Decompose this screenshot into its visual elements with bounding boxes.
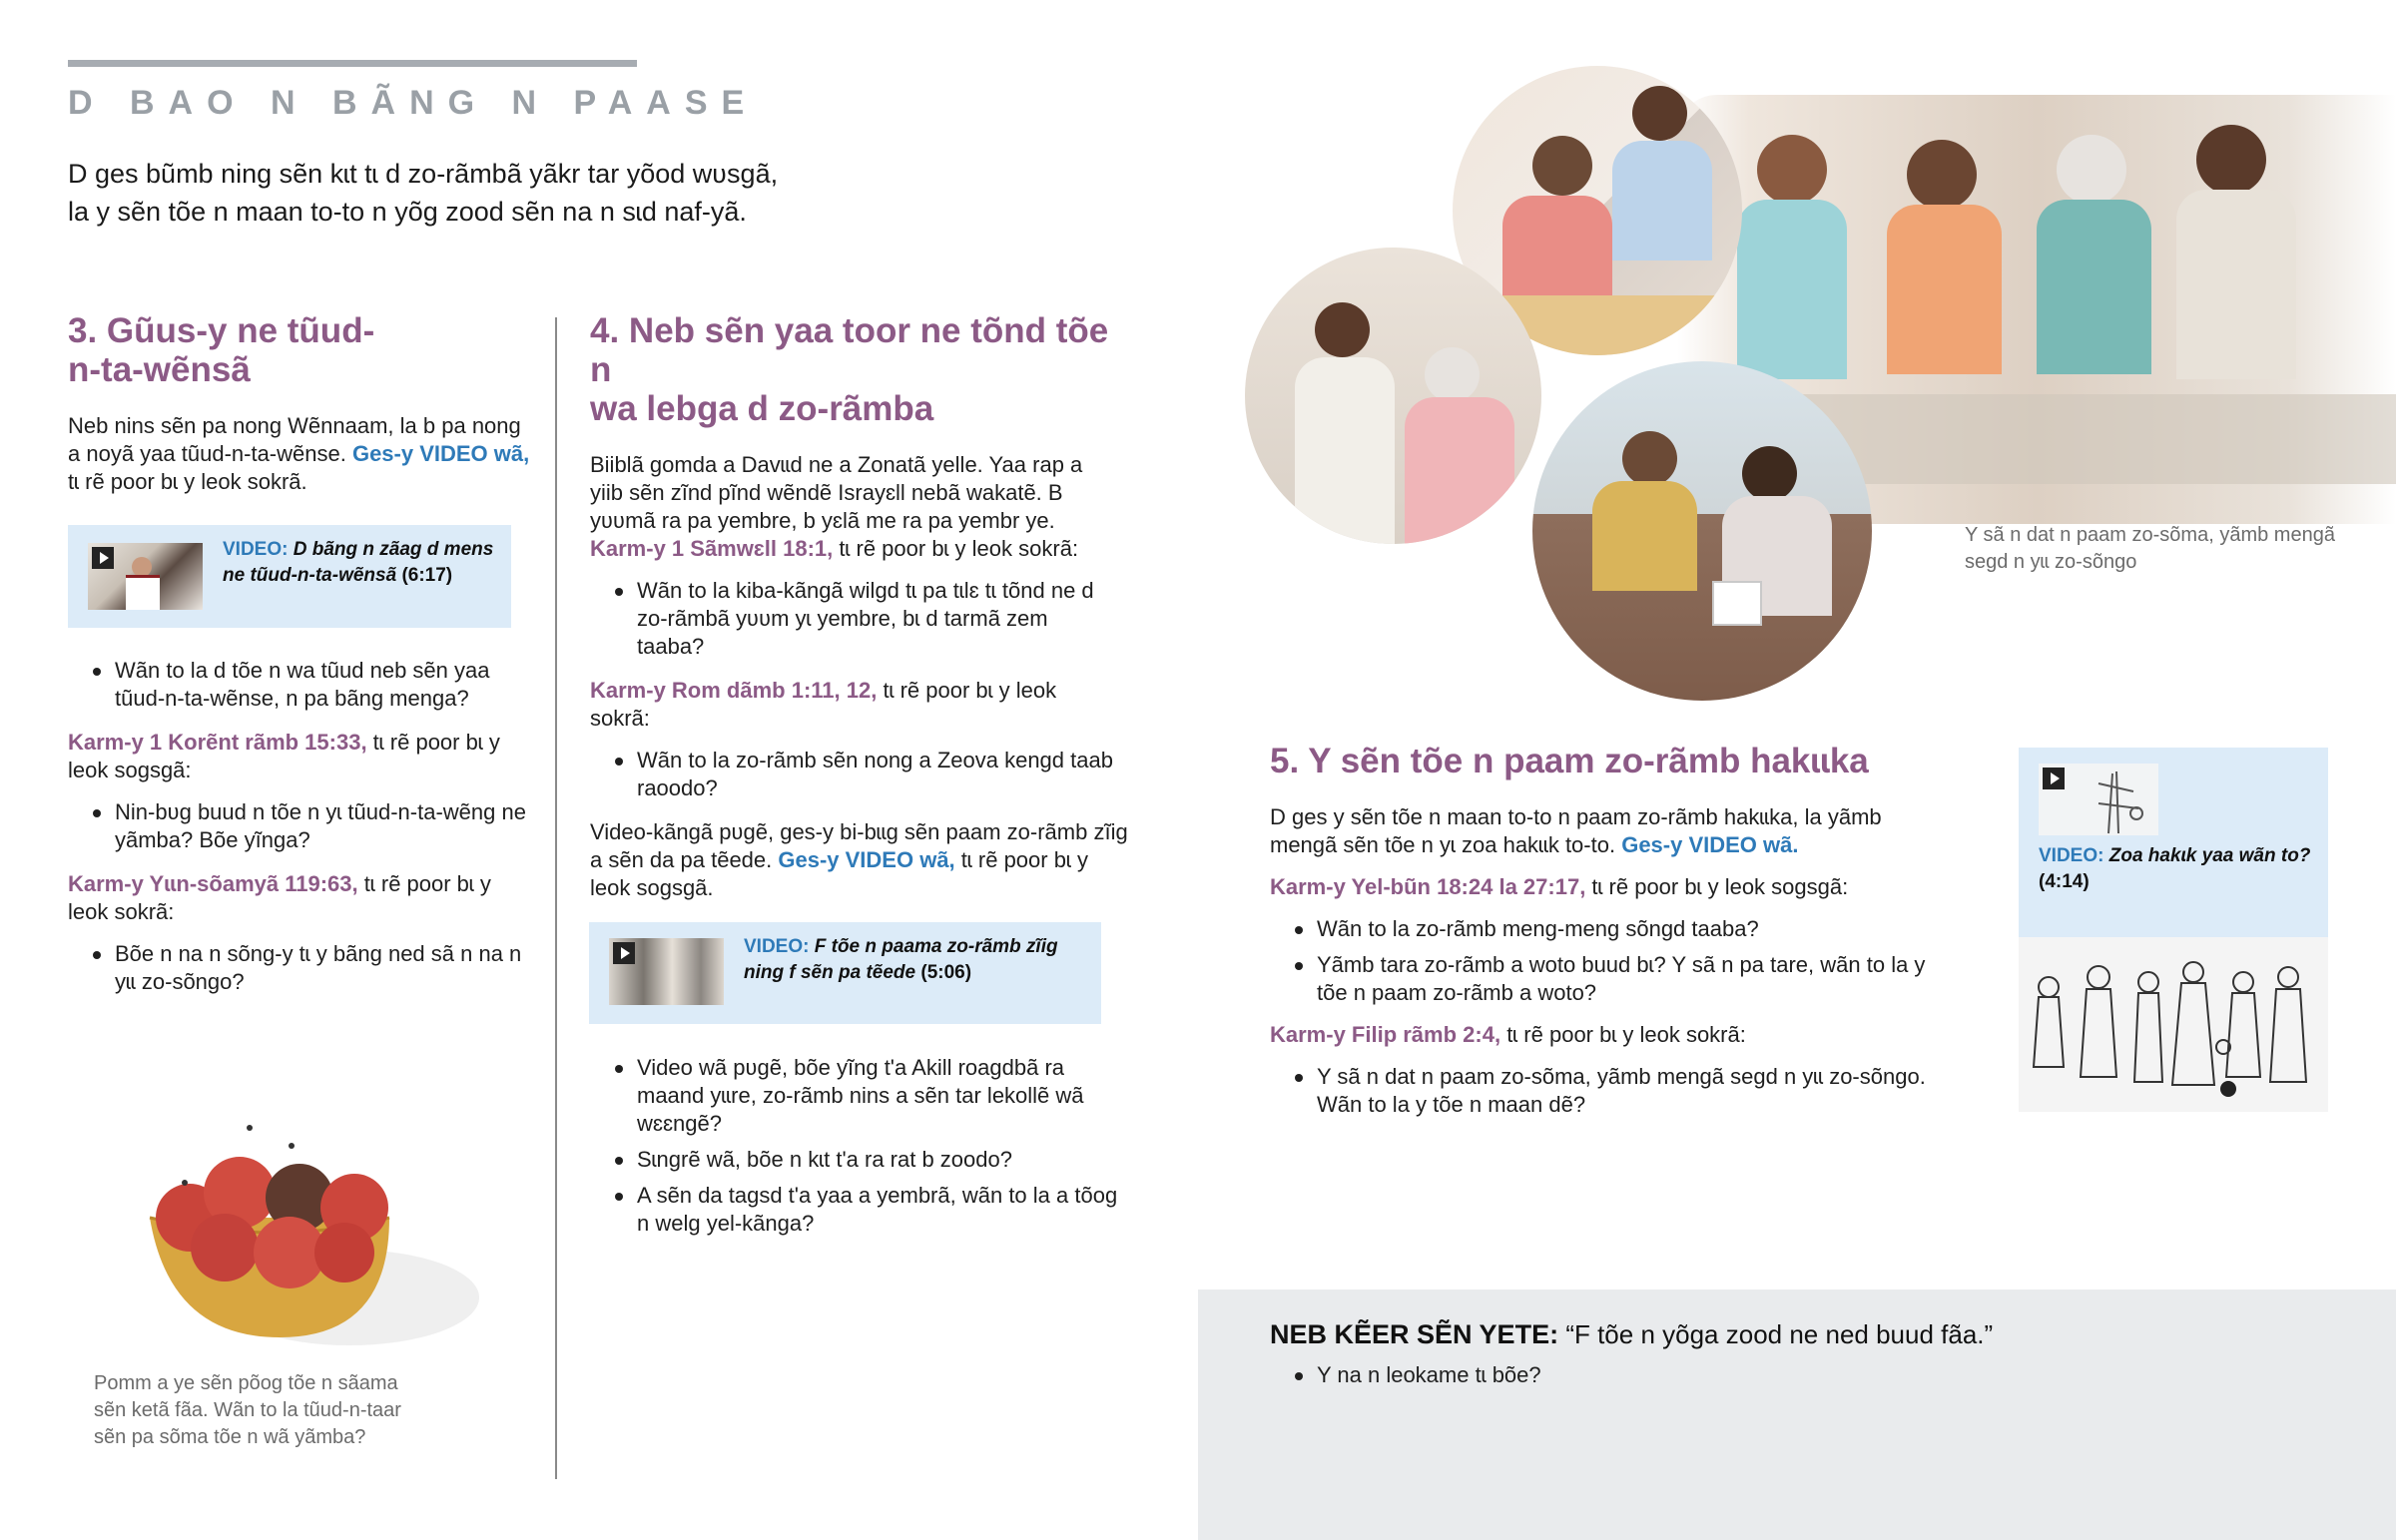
bullet-list [68, 798, 537, 854]
section-3-video-text [223, 537, 497, 589]
scripture-reference [68, 870, 537, 926]
list-item: Wãn to la zo-rãmb sẽn nong a Zeova kengd taab raoodo? [590, 747, 1119, 802]
list-item: Yãmb tara zo-rãmb a woto buud bɩ? Y sã n pa tare, wãn to la y tõe n paam zo-rãmb a woto? [1270, 951, 1949, 1007]
person-body [2176, 190, 2296, 379]
video-duration: (4:14) [2039, 871, 2090, 892]
bullet-list [590, 747, 1119, 802]
person-body [1592, 481, 1697, 591]
tissue-box [1712, 581, 1762, 626]
person-body [1612, 141, 1712, 260]
person-head [2057, 135, 2126, 205]
person-head [1757, 135, 1827, 205]
list-item: Sɩngrẽ wã, bõe n kɩt t'a ra rat b zoodo? [590, 1146, 1129, 1174]
video-thumbnail[interactable] [88, 543, 203, 610]
bullet-list [68, 657, 537, 713]
list-item: Bõe n na n sõng-y tɩ y bãng ned sã n na n yɩɩ zo-sõngo? [68, 940, 537, 996]
list-item: Video wã pʋgẽ, bõe yĩng t'a Akill roagdbã ra maand yɩɩre, zo-rãmb nins a sẽn tar lekollẽ wã wɛɛngẽ? [590, 1054, 1129, 1138]
section-3-video-link[interactable]: Ges-y VIDEO wã, [351, 441, 530, 466]
section-4-title-line-2: wa lebga d zo-rãmba [590, 389, 934, 428]
play-icon[interactable] [2043, 768, 2065, 789]
video-label: VIDEO: [744, 936, 810, 957]
reference-tail: tɩ rẽ poor bɩ y leok sokrã: [590, 678, 1057, 731]
scripture-link[interactable]: Karm-y Rom dãmb 1:11, 12, [590, 678, 878, 703]
person-head [1622, 431, 1677, 486]
section-4-questions [590, 1054, 1129, 1238]
scripture-reference [590, 677, 1099, 733]
section-3-video-box[interactable] [68, 525, 511, 628]
person-head [1425, 347, 1480, 402]
people-sketch-illustration [2019, 937, 2328, 1112]
section-4-video-paragraph [590, 818, 1129, 902]
paragraph-tail: tɩ rẽ poor bɩ y leok sogsgã. [590, 847, 1088, 900]
reference-tail: tɩ rẽ poor bɩ y leok sogsgã: [68, 730, 500, 782]
person-head [1315, 302, 1370, 357]
section-3-paragraph-text: Neb nins sẽn pa nong Wẽnnaam, la b pa nong a noyã yaa tũud-n-ta-wẽnse. [68, 413, 521, 466]
paragraph-text: Video-kãngã pʋgẽ, ges-y bi-bɩɩg sẽn paam zo-rãmb zĩig a sẽn da pa tẽede. [590, 819, 1128, 872]
list-item: Wãn to la d tõe n wa tũud neb sẽn yaa tũud-n-ta-wẽnse, n pa bãng menga? [68, 657, 537, 713]
video-thumbnail[interactable] [609, 938, 724, 1005]
video-title: D bãng n zãag d mens ne tũud-n-ta-wẽnsã [223, 539, 494, 586]
thumbnail-shirt [126, 575, 160, 610]
section-5-video-text [2039, 843, 2318, 895]
section-3-title-line-2: n-ta-wẽnsã [68, 350, 251, 389]
section-4-video-link[interactable]: Ges-y VIDEO wã, [778, 847, 955, 872]
scripture-link[interactable]: Karm-y 1 Sãmwɛll 18:1, [590, 536, 834, 561]
bullet-list [590, 1054, 1129, 1238]
section-5-video-box[interactable] [2019, 748, 2328, 1112]
reference-tail: tɩ rẽ poor bɩ y leok sogsgã: [1585, 874, 1849, 899]
list-item: A sẽn da tagsd t'a yaa a yembrã, wãn to la a tõog n welg yel-kãnga? [590, 1182, 1129, 1238]
video-duration: (6:17) [401, 565, 453, 586]
column-divider [555, 317, 557, 1479]
scripture-link[interactable]: Karm-y Filip rãmb 2:4, [1270, 1022, 1501, 1047]
reference-tail: tɩ rẽ poor bɩ y leok sokrã: [1500, 1022, 1746, 1047]
scripture-reference [68, 729, 537, 784]
section-5 [1270, 742, 1969, 1119]
video-label: VIDEO: [2039, 845, 2104, 866]
scripture-reference [1270, 873, 1969, 901]
person-head [1532, 136, 1592, 196]
section-3-title [68, 311, 537, 389]
intro-line-2: la y sẽn tõe n maan to-to n yõg zood sẽn na n sɩd naf-yã. [68, 197, 747, 227]
section-4-title-line-1: 4. Neb sẽn yaa toor ne tõnd tõe n [590, 311, 1109, 389]
section-4-title [590, 311, 1129, 428]
section-5-title: 5. Y sẽn tõe n paam zo-rãmb hakɩɩka [1270, 742, 1869, 780]
intro-line-1: D ges bũmb ning sẽn kɩt tɩ d zo-rãmbã yãkr tar yõod wʋsgã, [68, 159, 779, 189]
thumbnail-person [132, 557, 152, 577]
section-4-paragraph: Biiblã gomda a Davɩɩd ne a Zonatã yelle. Yaa rap a yiib sẽn zĩnd pĩnd wẽndẽ Israyɛll nebã wakatẽ. B yʋʋmã ra pa yembre, b yɛlã me ra pa yembr ye. [590, 452, 1083, 533]
list-item: Y na n leokame tɩ bõe? [1270, 1361, 2348, 1389]
person-head [2196, 125, 2266, 195]
section-3-paragraph [68, 412, 537, 496]
scripture-link[interactable]: Karm-y Yel-bũn 18:24 la 27:17, [1270, 874, 1586, 899]
video-title: Zoa hakɩk yaa wãn to? [2108, 845, 2311, 866]
section-3-title-line-1: 3. Gũus-y ne tũud- [68, 311, 375, 350]
bullet-list [590, 577, 1119, 661]
section-3-paragraph-tail: tɩ rẽ poor bɩ y leok sokrã. [68, 469, 307, 494]
scripture-reference [590, 535, 1129, 563]
video-thumbnail[interactable] [2039, 764, 2158, 835]
person-body [1295, 357, 1395, 544]
list-item: Wãn to la zo-rãmb meng-meng sõngd taaba? [1270, 915, 1949, 943]
person-body [2037, 200, 2151, 374]
person-head [1632, 86, 1687, 141]
caregiver-photo [1245, 248, 1541, 544]
section-4-video-box[interactable] [589, 922, 1101, 1024]
section-5-video-link[interactable]: Ges-y VIDEO wã. [1621, 832, 1799, 857]
person-body [1405, 397, 1514, 544]
apple-caption: Pomm a ye sẽn põog tõe n sãama sẽn ketã fãa. Wãn to la tũud-n-taar sẽn pa sõma tõe n wã yãmba? [94, 1372, 401, 1448]
header-rule [68, 60, 637, 67]
apple-bowl-illustration [130, 1098, 489, 1357]
bullet-list [1270, 1063, 1969, 1119]
section-5-paragraph [1270, 803, 1929, 859]
bullet-list [1270, 1361, 2348, 1389]
list-item: Y sã n dat n paam zo-sõma, yãmb mengã segd n yɩɩ zo-sõngo. Wãn to la y tõe n maan dẽ? [1270, 1063, 1969, 1119]
lesson-intro [68, 155, 847, 231]
section-4-video-text [744, 934, 1083, 986]
people-say-quote: “F tõe n yõga zood ne ned buud fãa.” [1565, 1319, 1994, 1349]
person-body [1887, 205, 2002, 374]
video-label: VIDEO: [223, 539, 289, 560]
comforting-photo [1532, 361, 1872, 701]
bullet-list [1270, 915, 1949, 1007]
scripture-reference [1270, 1021, 1969, 1049]
people-say-label: NEB KẼER SẼN YETE: [1270, 1319, 1559, 1349]
person-head [1907, 140, 1977, 210]
video-title: F tõe n paama zo-rãmb zĩig ning f sẽn pa tẽede [744, 936, 1058, 983]
play-icon[interactable] [92, 547, 114, 569]
bullet-list [68, 940, 537, 996]
scripture-link[interactable]: Karm-y 1 Korẽnt rãmb 15:33, [68, 730, 367, 755]
list-item: Wãn to la kiba-kãngã wilgd tɩ pa tɩlɛ tɩ tõnd ne d zo-rãmbã yʋʋm yɩ yembre, bɩ d tarmã zem taaba? [590, 577, 1119, 661]
paragraph-text: D ges y sẽn tõe n maan to-to n paam zo-rãmb hakɩɩka, la yãmb mengã sẽn tõe n yɩ zoa hakɩɩk to-to. [1270, 804, 1882, 857]
play-icon[interactable] [613, 942, 635, 964]
list-item: Nin-bʋg buud n tõe n yɩ tũud-n-ta-wẽng ne yãmba? Bõe yĩnga? [68, 798, 537, 854]
scripture-link[interactable]: Karm-y Yɩɩn-sõamyã 119:63, [68, 871, 358, 896]
reference-tail: tɩ rẽ poor bɩ y leok sokrã: [833, 536, 1079, 561]
lesson-kicker: D BAO N BÃNG N PAASE [68, 84, 759, 122]
people-say-line [1270, 1317, 2348, 1351]
people-say-block [1270, 1317, 2348, 1389]
section-3 [68, 311, 537, 496]
person-body [1737, 200, 1847, 379]
section-4 [590, 311, 1129, 902]
section-3-questions [68, 657, 537, 996]
video-duration: (5:06) [920, 962, 972, 983]
photo-caption: Y sã n dat n paam zo-sõma, yãmb mengã segd n yɩɩ zo-sõngo [1965, 524, 2335, 573]
reference-tail: tɩ rẽ poor bɩ y leok sokrã: [68, 871, 491, 924]
person-head [1742, 446, 1797, 501]
